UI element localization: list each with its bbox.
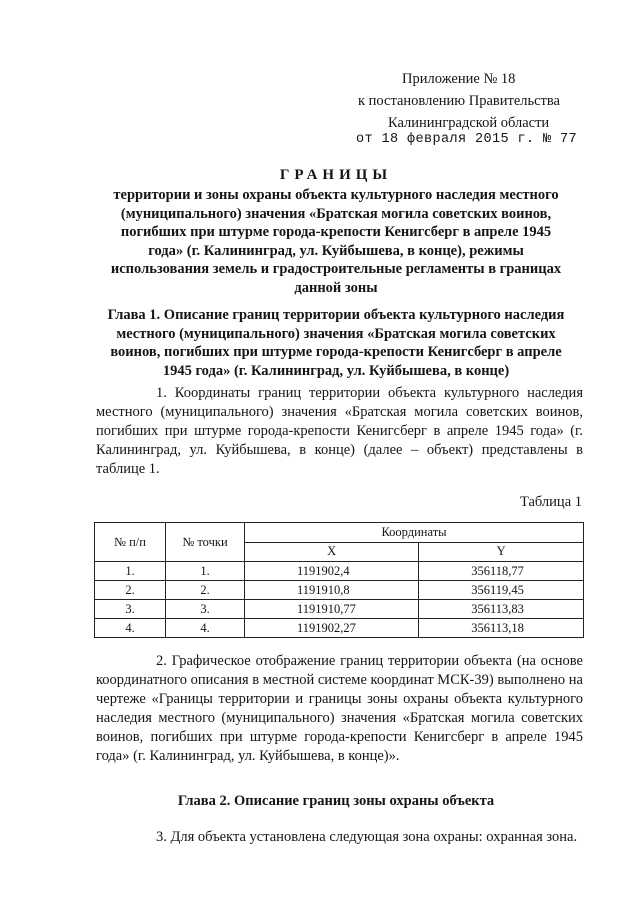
title-line-6: данной зоны (294, 279, 378, 296)
chapter-1-line-3: воинов, погибших при штурме города-крепости Кенигсберг в апреле (110, 344, 562, 360)
y-coordinate: 356113,18 (419, 619, 584, 638)
attachment-date: от 18 февраля 2015 г. № 77 (356, 132, 578, 147)
point-number: 2. (166, 581, 245, 600)
x-coordinate: 1191910,8 (245, 581, 419, 600)
row-number: 2. (95, 581, 166, 600)
attachment-line-2: к постановлению Правительства (358, 93, 560, 109)
attachment-number: Приложение № 18 (402, 71, 516, 87)
chapter-1-line-2: местного (муниципального) значения «Братская могила советских (116, 325, 556, 342)
coordinates-table (94, 522, 584, 638)
title-line-5: использования земель и градостроительные регламенты в границах (110, 261, 562, 277)
table-row (95, 562, 584, 581)
table-row (95, 581, 584, 600)
y-coordinate: 356118,77 (419, 562, 584, 581)
title-line-2: (муниципального) значения «Братская могила советских воинов, (120, 205, 552, 222)
column-header-x: X (245, 542, 419, 562)
chapter-1-line-4: 1945 года» (г. Калининград, ул. Куйбышева, в конце) (162, 362, 510, 379)
point-number: 4. (166, 619, 245, 638)
title-line-3: погибших при штурме города-крепости Кенигсберг в апреле 1945 (120, 224, 552, 240)
row-number: 1. (95, 562, 166, 581)
paragraph-1: 1. Координаты границ территории объекта культурного наследия местного (муниципального) значения «Братская могила советских воинов, погибших при штурме города-крепости Кенигсберг в апреле 1945 года» (г. Калининград, ул. Куйбышева, в конце) (далее – объект) представлены в таблице 1. (96, 385, 583, 477)
x-coordinate: 1191902,4 (245, 562, 419, 581)
y-coordinate: 356113,83 (419, 600, 584, 619)
table-row (95, 619, 584, 638)
document-title (90, 166, 582, 297)
x-coordinate: 1191910,77 (245, 600, 419, 619)
column-header-coordinates: Координаты (245, 523, 584, 543)
title-line-4: года» (г. Калининград, ул. Куйбышева, в конце), режимы (148, 242, 524, 259)
title-heading: ГРАНИЦЫ (279, 167, 393, 183)
point-number: 3. (166, 600, 245, 619)
chapter-1-line-1: Глава 1. Описание границ территории объекта культурного наследия (107, 307, 565, 323)
column-header-number: № п/п (95, 523, 166, 562)
row-number: 3. (95, 600, 166, 619)
table-row (95, 600, 584, 619)
paragraph-2: 2. Графическое отображение границ территории объекта (на основе координатного описания в местной системе координат МСК-39) выполнено на чертеже «Границы территории и границы зоны охраны объекта культурного наследия местного (муниципального) значения «Братская могила советских воинов, погибших при штурме города-крепости Кенигсберг в апреле 1945 года» (г. Калининград, ул. Куйбышева, в конце)». (96, 653, 583, 764)
attachment-line-3: Калининградской области (388, 115, 550, 131)
point-number: 1. (166, 562, 245, 581)
table-caption: Таблица 1 (519, 494, 582, 510)
title-line-1: территории и зоны охраны объекта культурного наследия местного (113, 187, 559, 203)
y-coordinate: 356119,45 (419, 581, 584, 600)
column-header-y: Y (419, 542, 584, 562)
column-header-point: № точки (166, 523, 245, 562)
chapter-1-heading (90, 306, 582, 380)
row-number: 4. (95, 619, 166, 638)
paragraph-3: 3. Для объекта установлена следующая зона охраны: охранная зона. (156, 829, 578, 845)
chapter-2-line: Глава 2. Описание границ зоны охраны объекта (177, 793, 495, 809)
x-coordinate: 1191902,27 (245, 619, 419, 638)
chapter-2-heading (90, 792, 582, 811)
